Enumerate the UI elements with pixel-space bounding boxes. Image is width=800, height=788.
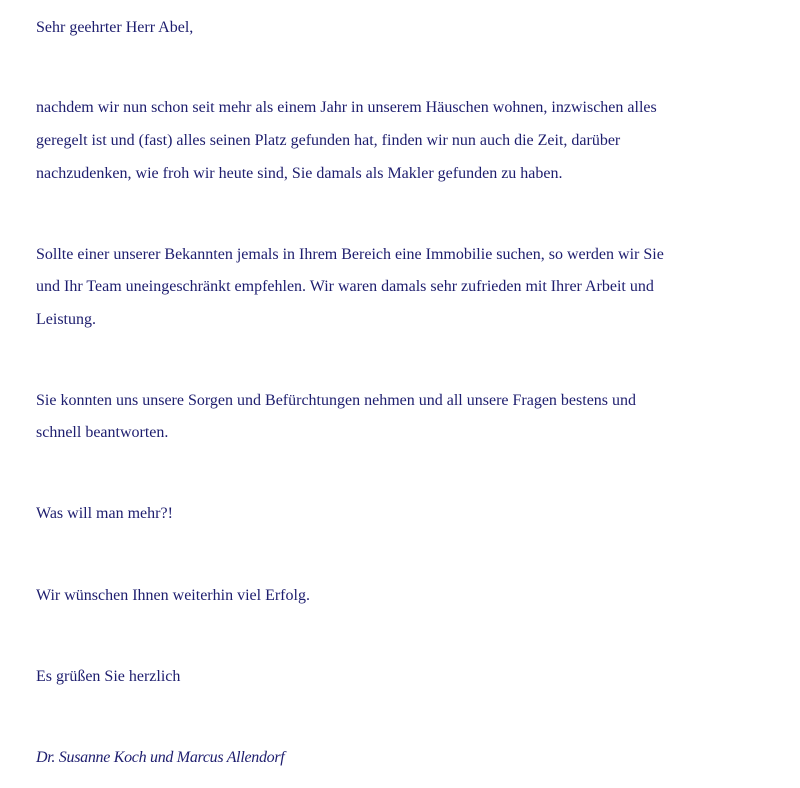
paragraph-line: geregelt ist und (fast) alles seinen Platz gefunden hat, finden wir nun auch die Zeit, darüber	[36, 132, 621, 149]
paragraph-line: und Ihr Team uneingeschränkt empfehlen. Wir waren damals sehr zufrieden mit Ihrer Arbeit und	[36, 278, 654, 295]
salutation: Sehr geehrter Herr Abel,	[36, 19, 194, 36]
paragraph-line: schnell beantworten.	[36, 424, 169, 441]
paragraph-line: nachdem wir nun schon seit mehr als einem Jahr in unserem Häuschen wohnen, inzwischen alles	[36, 99, 657, 116]
paragraph-line: Leistung.	[36, 311, 96, 328]
paragraph-line: nachzudenken, wie froh wir heute sind, Sie damals als Makler gefunden zu haben.	[36, 165, 563, 182]
signature: Dr. Susanne Koch und Marcus Allendorf	[36, 749, 285, 766]
paragraph-line: Sollte einer unserer Bekannten jemals in Ihrem Bereich eine Immobilie suchen, so werden wir Sie	[36, 246, 664, 263]
closing: Es grüßen Sie herzlich	[36, 668, 181, 685]
paragraph-line: Sie konnten uns unsere Sorgen und Befürchtungen nehmen und all unsere Fragen bestens und	[36, 392, 637, 409]
paragraph-line: Was will man mehr?!	[36, 505, 173, 522]
paragraph-line: Wir wünschen Ihnen weiterhin viel Erfolg.	[36, 587, 310, 604]
